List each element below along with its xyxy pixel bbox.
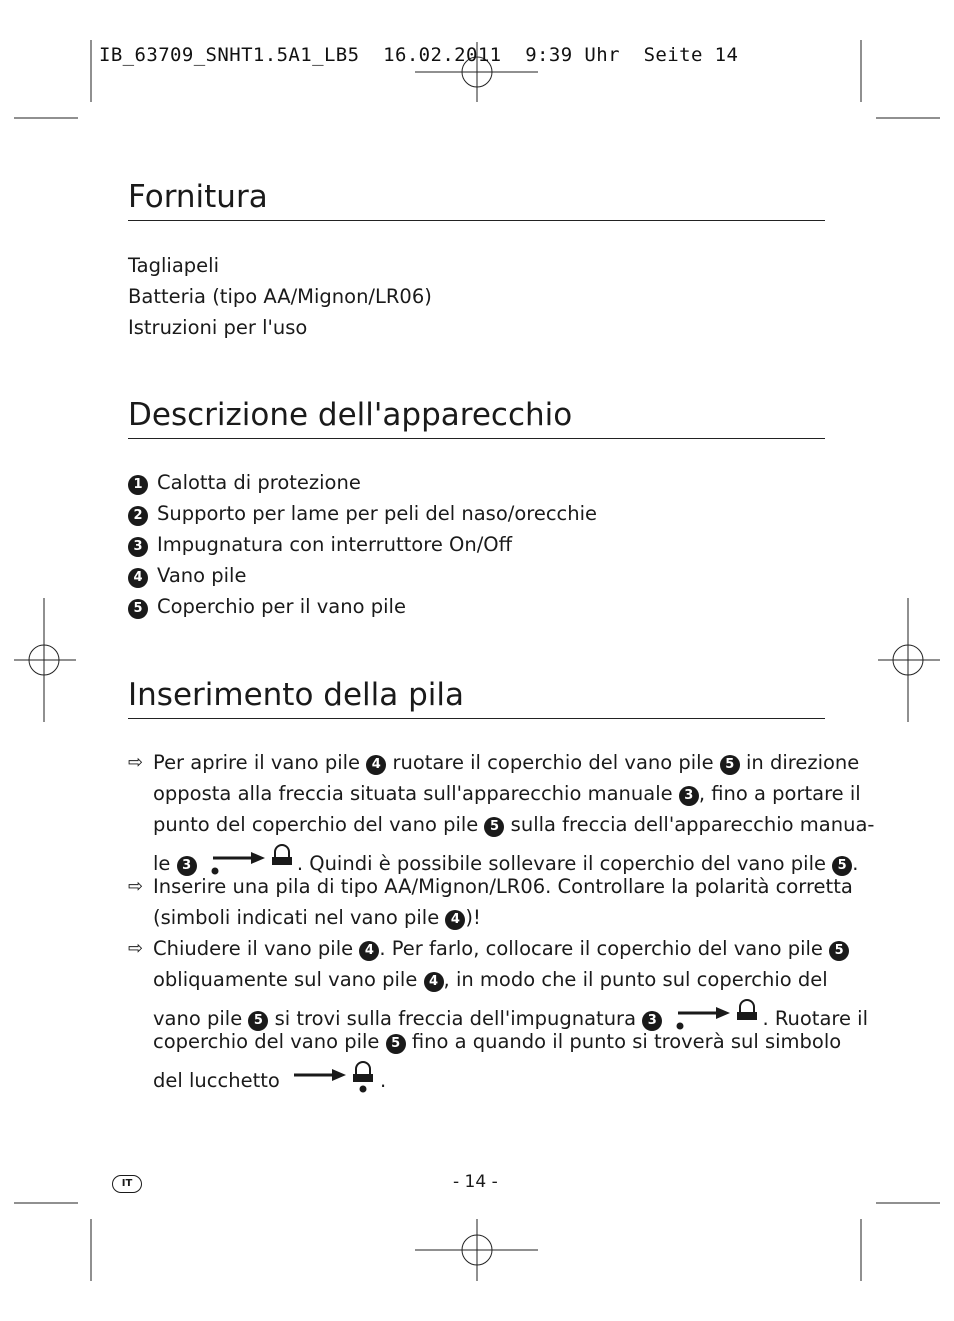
text-line: vano pile 5 si trovi sulla freccia dell'impugnatura 3 . Ruotare il (153, 999, 868, 1033)
number-badge: 3 (679, 786, 699, 806)
page-number: - 14 - (453, 1172, 498, 1192)
number-badge: 3 (177, 856, 197, 876)
number-badge: 5 (829, 941, 849, 961)
number-badge: 5 (832, 856, 852, 876)
item-label: Coperchio per il vano pile (157, 595, 406, 618)
text-line: punto del coperchio del vano pile 5 sulla freccia dell'apparecchio manua- (153, 813, 875, 836)
section-title-fornitura: Fornitura (128, 178, 825, 221)
text-line: Per aprire il vano pile 4 ruotare il coperchio del vano pile 5 in direzione (153, 751, 860, 774)
text-line: le 3 . Quindi è possibile sollevare il coperchio del vano pile 5 . (153, 844, 858, 878)
hollow-right-arrow-icon: ⇨ (128, 938, 144, 959)
list-item: Tagliapeli (128, 254, 220, 277)
item-label: Impugnatura con interruttore On/Off (157, 533, 513, 556)
list-item (128, 471, 361, 495)
print-header: IB_63709_SNHT1.5A1_LB5 16.02.2011 9:39 Uhr Seite 14 (99, 44, 739, 66)
number-badge: 4 (128, 568, 148, 588)
hollow-right-arrow-icon: ⇨ (128, 876, 144, 897)
text-line: opposta alla freccia situata sull'apparecchio manuale 3 , fino a portare il (153, 782, 861, 805)
section-title-inserimento: Inserimento della pila (128, 676, 825, 719)
number-badge: 4 (366, 755, 386, 775)
text-line: (simboli indicati nel vano pile 4 )! (153, 906, 481, 929)
list-item (128, 595, 406, 619)
item-label: Supporto per lame per peli del naso/orecchie (157, 502, 598, 525)
list-item: Istruzioni per l'uso (128, 316, 308, 339)
number-badge: 5 (128, 599, 148, 619)
arrow-to-padlock-icon (668, 999, 762, 1033)
text-line: del lucchetto . (153, 1061, 386, 1095)
crosshair-icon (878, 598, 940, 722)
arrow-to-padlock-icon (203, 844, 297, 878)
list-item (128, 564, 246, 588)
number-badge: 4 (424, 972, 444, 992)
list-item: Batteria (tipo AA/Mignon/LR06) (128, 285, 432, 308)
number-badge: 5 (484, 817, 504, 837)
number-badge: 5 (386, 1034, 406, 1054)
text-line: Chiudere il vano pile 4 . Per farlo, collocare il coperchio del vano pile 5 (153, 937, 849, 961)
number-badge: 3 (642, 1011, 662, 1031)
language-badge: IT (112, 1175, 142, 1193)
item-label: Vano pile (157, 564, 247, 587)
crosshair-icon (14, 598, 76, 722)
list-item (128, 533, 512, 557)
item-label: Calotta di protezione (157, 471, 361, 494)
section-title-descrizione: Descrizione dell'apparecchio (128, 396, 825, 439)
number-badge: 5 (248, 1011, 268, 1031)
hollow-right-arrow-icon: ⇨ (128, 752, 144, 773)
text-line: coperchio del vano pile 5 fino a quando il punto si troverà sul simbolo (153, 1030, 842, 1053)
arrow-to-padlock-icon (286, 1061, 380, 1095)
number-badge: 5 (720, 755, 740, 775)
number-badge: 3 (128, 537, 148, 557)
text-line: Inserire una pila di tipo AA/Mignon/LR06. Controllare la polarità corretta (153, 875, 853, 898)
number-badge: 1 (128, 475, 148, 495)
text-line: obliquamente sul vano pile 4 , in modo che il punto sul coperchio del (153, 968, 828, 991)
list-item (128, 502, 597, 526)
number-badge: 4 (359, 941, 379, 961)
number-badge: 4 (445, 910, 465, 930)
crosshair-icon (415, 1219, 538, 1281)
number-badge: 2 (128, 506, 148, 526)
